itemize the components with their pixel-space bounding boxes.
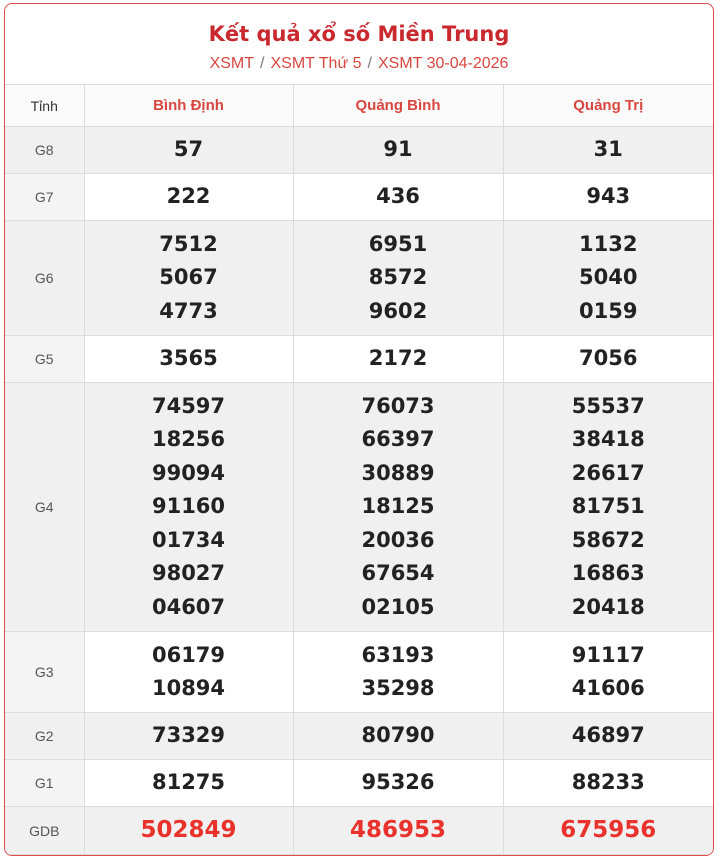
prize-cell: [503, 632, 713, 713]
prize-number: 7512: [159, 231, 218, 256]
prize-number: 63193: [361, 642, 435, 667]
prize-number: 41606: [571, 676, 645, 700]
prize-number: 74597: [151, 393, 226, 418]
prize-row-g6: [5, 221, 713, 336]
prize-number: 38418: [571, 427, 645, 452]
prize-number: 2172: [368, 346, 428, 371]
special-prize-number: 486953: [349, 816, 447, 843]
prize-label: G8: [5, 127, 84, 174]
prize-cell: [503, 336, 713, 383]
breadcrumb-separator: /: [367, 55, 372, 72]
prize-row-g8: [5, 127, 713, 174]
prize-number: 6951: [368, 231, 428, 256]
prize-label: G1: [5, 760, 84, 807]
prize-cell: [503, 713, 713, 760]
prize-number: 98027: [151, 561, 226, 586]
prize-number: 1132: [579, 231, 638, 256]
results-card: [4, 3, 714, 856]
prize-cell: [293, 127, 503, 174]
prize-number: 35298: [361, 676, 435, 700]
prize-row-g3: [5, 632, 713, 713]
prize-number: 4773: [159, 298, 218, 323]
prize-number: 20036: [361, 527, 435, 552]
prize-cell: [293, 807, 503, 855]
prize-row-g1: [5, 760, 713, 807]
breadcrumb-xsmt[interactable]: XSMT: [209, 55, 255, 72]
prize-number: 18125: [361, 494, 435, 519]
page-title: Kết quả xổ số Miền Trung: [208, 22, 510, 46]
prize-number: 06179: [151, 642, 226, 667]
prize-cell: [293, 336, 503, 383]
column-header-binh-dinh[interactable]: Bình Định: [84, 85, 293, 127]
prize-row-gdb: [5, 807, 713, 855]
prize-cell: [84, 632, 293, 713]
prize-cell: [293, 221, 503, 336]
prize-number: 95326: [361, 770, 435, 795]
prize-number: 81275: [151, 770, 226, 795]
special-prize-number: 502849: [140, 816, 237, 843]
prize-number: 10894: [151, 676, 226, 700]
prize-cell: [503, 174, 713, 221]
prize-label: G5: [5, 336, 84, 383]
prize-number: 99094: [151, 460, 226, 485]
prize-label: G6: [5, 221, 84, 336]
breadcrumb-separator: /: [260, 55, 265, 72]
prize-number: 91160: [151, 494, 226, 519]
prize-cell: [84, 760, 293, 807]
prize-number: 30889: [361, 460, 435, 485]
prize-number: 02105: [361, 594, 435, 619]
prize-number: 436: [376, 184, 420, 209]
prize-cell: [84, 336, 293, 383]
prize-cell: [503, 383, 713, 632]
results-header: [5, 4, 713, 85]
prize-cell: [84, 221, 293, 336]
column-header-quang-tri[interactable]: Quảng Trị: [503, 85, 713, 127]
prize-cell: [84, 127, 293, 174]
prize-number: 46897: [571, 723, 645, 748]
prize-number: 91: [383, 137, 413, 162]
table-header-row: [5, 85, 713, 127]
prize-row-g4: [5, 383, 713, 632]
prize-number: 88233: [571, 770, 645, 795]
special-prize-number: 675956: [560, 816, 657, 843]
results-table: [5, 85, 713, 855]
prize-cell: [84, 807, 293, 855]
prize-number: 66397: [361, 427, 435, 452]
prize-number: 3565: [159, 346, 218, 371]
prize-label: G7: [5, 174, 84, 221]
prize-number: 5040: [579, 265, 638, 290]
prize-number: 0159: [579, 298, 638, 323]
prize-number: 16863: [571, 561, 645, 586]
prize-number: 8572: [368, 265, 428, 290]
prize-row-g5: [5, 336, 713, 383]
prize-number: 5067: [159, 265, 218, 290]
prize-row-g2: [5, 713, 713, 760]
prize-label: G4: [5, 383, 84, 632]
column-header-quang-binh[interactable]: Quảng Bình: [293, 85, 503, 127]
prize-cell: [84, 174, 293, 221]
prize-cell: [293, 174, 503, 221]
prize-cell: [503, 127, 713, 174]
prize-cell: [84, 383, 293, 632]
prize-number: 7056: [579, 346, 638, 371]
prize-number: 31: [593, 137, 623, 162]
prize-number: 76073: [361, 393, 435, 418]
prize-cell: [503, 221, 713, 336]
prize-number: 18256: [151, 427, 226, 452]
prize-number: 20418: [571, 594, 645, 619]
prize-cell: [293, 713, 503, 760]
prize-cell: [293, 760, 503, 807]
prize-number: 91117: [571, 642, 645, 667]
prize-number: 04607: [151, 594, 226, 619]
column-header-province: Tỉnh: [5, 85, 84, 127]
prize-row-g7: [5, 174, 713, 221]
prize-number: 73329: [151, 723, 226, 748]
prize-cell: [293, 383, 503, 632]
prize-number: 81751: [571, 494, 645, 519]
prize-number: 222: [166, 184, 211, 209]
prize-number: 943: [586, 184, 631, 209]
breadcrumb-xsmt-thu-5[interactable]: XSMT Thứ 5: [270, 55, 362, 72]
prize-number: 58672: [571, 527, 645, 552]
prize-number: 57: [173, 137, 204, 162]
breadcrumb-xsmt-date[interactable]: XSMT 30-04-2026: [377, 55, 509, 72]
breadcrumb: [5, 54, 713, 74]
prize-cell: [84, 713, 293, 760]
prize-cell: [293, 632, 503, 713]
prize-cell: [503, 807, 713, 855]
prize-number: 55537: [571, 393, 645, 418]
prize-label: G3: [5, 632, 84, 713]
prize-label: GDB: [5, 807, 84, 855]
prize-number: 26617: [571, 460, 645, 485]
prize-number: 67654: [361, 561, 435, 586]
prize-number: 01734: [151, 527, 226, 552]
prize-number: 80790: [361, 723, 435, 748]
prize-label: G2: [5, 713, 84, 760]
prize-cell: [503, 760, 713, 807]
prize-number: 9602: [368, 298, 428, 323]
